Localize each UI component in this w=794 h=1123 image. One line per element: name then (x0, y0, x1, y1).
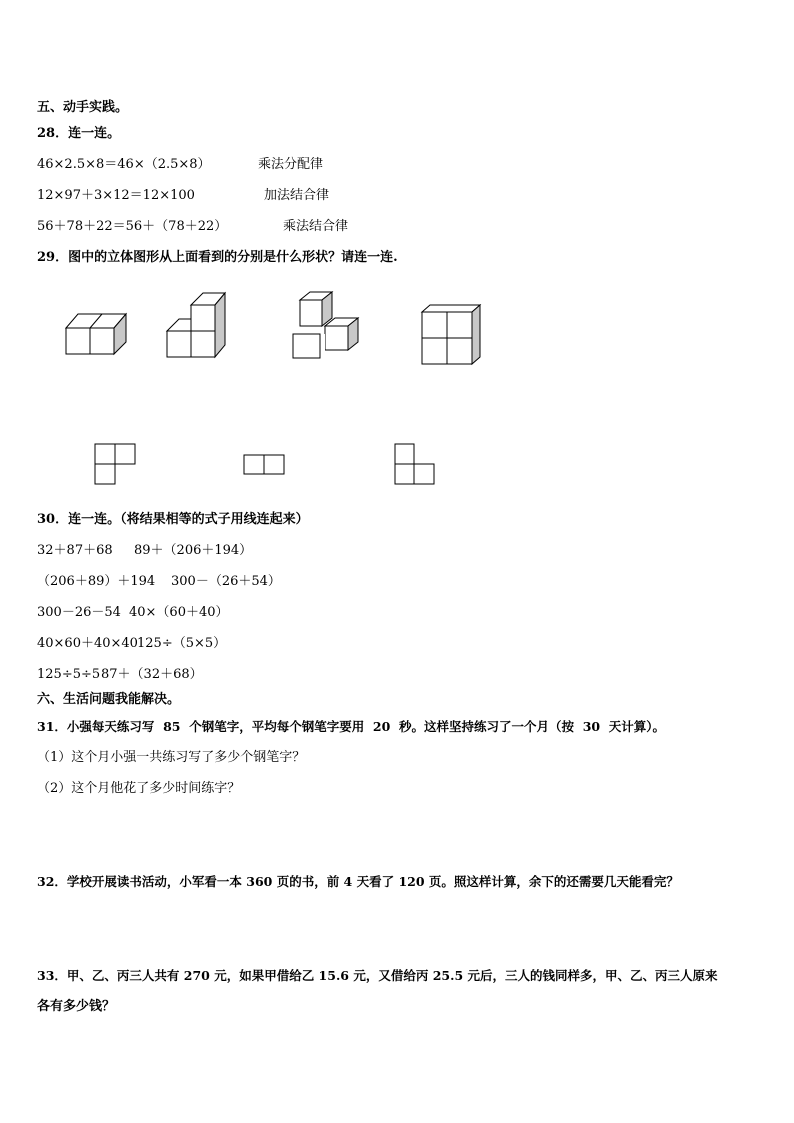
q30-left-2: （206＋89）＋194 (37, 574, 156, 589)
q30-right-4: 125÷（5×5） (137, 636, 227, 651)
top-view-2 (244, 455, 284, 474)
q28-law-1: 乘法分配律 (258, 157, 324, 172)
q29-figures (0, 0, 794, 500)
q31-sub-question-1: （1）这个月小强一共练习写了多少个钢笔字？ (37, 750, 306, 765)
q30-left-3: 300－26－54 (37, 605, 121, 620)
question-29-title: 29．图中的立体图形从上面看到的分别是什么形状？请连一连. (37, 250, 398, 265)
q31-sub-question-2: （2）这个月他花了多少时间练字？ (37, 781, 241, 796)
question-28-title: 28．连一连。 (37, 126, 121, 141)
q28-expression-3: 56＋78＋22＝56＋（78＋22） (37, 219, 228, 234)
question-30-title: 30．连一连。（将结果相等的式子用线连起来） (37, 512, 309, 527)
solid-figure-1 (66, 314, 126, 354)
q28-expression-1: 46×2.5×8＝46×（2.5×8） (37, 157, 211, 172)
section-heading-5: 五、动手实践。 (37, 100, 129, 115)
q30-left-1: 32＋87＋68 (37, 543, 113, 558)
question-31-stem: 31．小强每天练习写 85 个钢笔字，平均每个钢笔字要用 20 秒。这样坚持练习了一个月（按 30 天计算）。 (37, 719, 666, 734)
q28-expression-2: 12×97＋3×12＝12×100 (37, 188, 195, 203)
solid-figure-3 (293, 292, 358, 358)
section-heading-6: 六、生活问题我能解决。 (37, 692, 181, 707)
q28-law-3: 乘法结合律 (283, 219, 349, 234)
question-32-stem: 32．学校开展读书活动，小军看一本 360 页的书，前 4 天看了 120 页。照这样计算，余下的还需要几天能看完？ (37, 874, 679, 889)
solid-figure-2 (167, 293, 225, 357)
question-33-line-1: 33．甲、乙、丙三人共有 270 元，如果甲借给乙 15.6 元，又借给丙 25.5 元后，三人的钱同样多，甲、乙、丙三人原来 (37, 968, 718, 983)
solid-figure-4 (422, 305, 480, 364)
top-view-3 (395, 444, 434, 484)
q30-right-5: 87＋（32＋68） (101, 667, 203, 682)
q30-left-5: 125÷5÷5 (37, 667, 101, 682)
q28-law-2: 加法结合律 (264, 188, 330, 203)
q30-left-4: 40×60＋40×40 (37, 636, 138, 651)
question-33-line-2: 各有多少钱？ (37, 999, 116, 1014)
q30-right-2: 300－（26＋54） (171, 574, 281, 589)
q30-right-1: 89＋（206＋194） (134, 543, 253, 558)
top-view-1 (95, 444, 135, 484)
q30-right-3: 40×（60＋40） (129, 605, 229, 620)
